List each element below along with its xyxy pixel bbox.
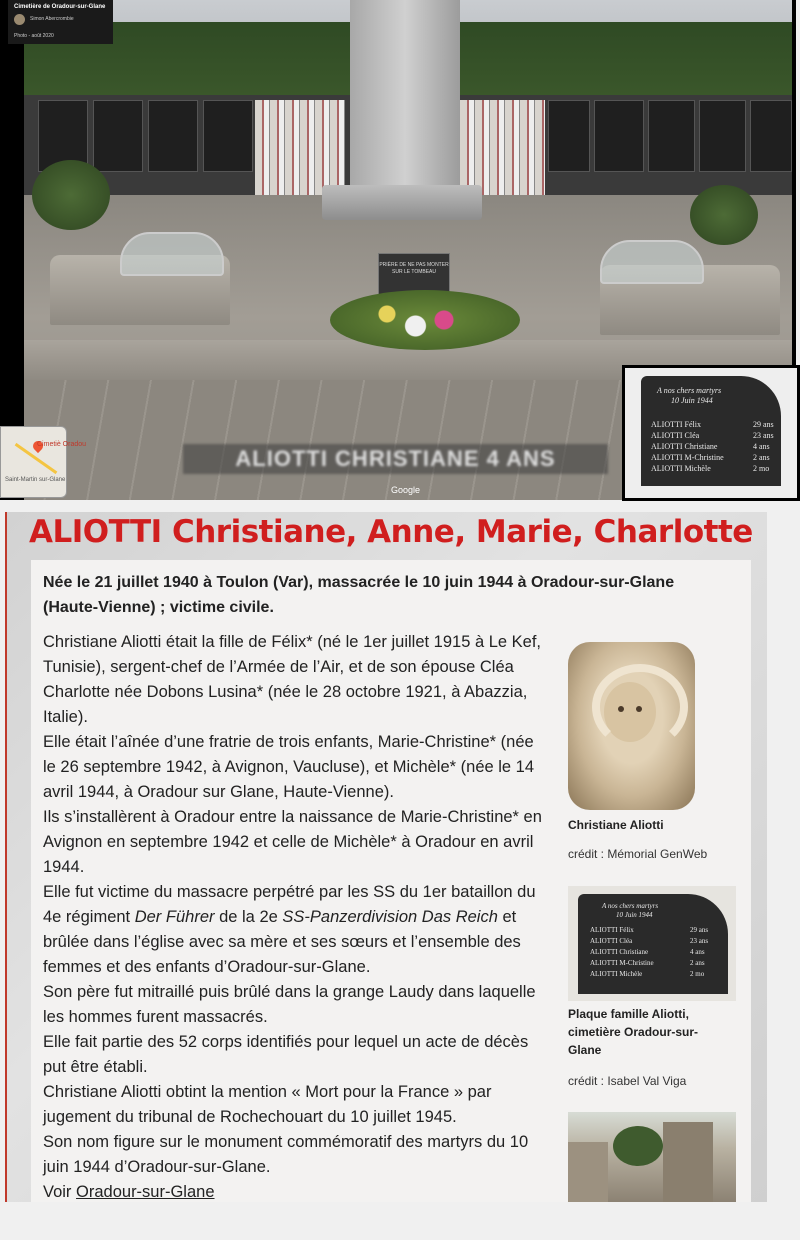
paragraph (43, 880, 551, 980)
ruins-photo[interactable] (568, 1112, 736, 1202)
bonnet (592, 664, 688, 750)
wall-plaque (594, 100, 644, 172)
article-panel (31, 560, 751, 1202)
plaque-row-name: ALIOTTI Michèle (590, 970, 643, 978)
plaque-date: 10 Juin 1944 (671, 396, 713, 405)
plaque-row-age: 2 ans (690, 959, 705, 967)
paragraph: Christiane Aliotti était la fille de Félix* (né le 1er juillet 1915 à Le Kef, Tunisie), sergent-chef de l’Armée de l’Air, et de son épouse Cléa Charlotte née Dobons Lusina* (née le 28 octobre 1921, à Abazzia, Italie). (43, 633, 542, 726)
plaque-credit: crédit : Isabel Val Viga (568, 1074, 687, 1088)
plaque-stone (641, 376, 781, 486)
place-name[interactable]: Cimetière de Oradour-sur-Glane (14, 4, 106, 10)
wall-plaque (750, 100, 792, 172)
regiment-name: Der Führer (134, 908, 215, 926)
portrait-photo[interactable] (568, 642, 695, 810)
plaque-row-name: ALIOTTI Cléa (590, 937, 633, 945)
photographer-name[interactable]: Simon Abercrombie (30, 16, 74, 22)
see-also (43, 1180, 551, 1205)
see-prefix: Voir (43, 1183, 77, 1201)
plaque-date: 10 Juin 1944 (616, 911, 653, 919)
paragraph: Ils s’installèrent à Oradour entre la naissance de Marie-Christine* en Avignon en septembre 1942 et celle de Michèle* à Oradour en avril 1944. (43, 808, 542, 876)
article-card (5, 512, 767, 1202)
minimap-place: Saint-Martin sur-Glane (5, 477, 66, 483)
plaque-row-age: 2 mo (690, 970, 705, 978)
family-plaque-photo[interactable] (568, 886, 736, 1001)
google-watermark: Google (391, 485, 421, 495)
plaque-row-age: 4 ans (753, 442, 770, 451)
plaque-stone (578, 894, 728, 994)
plaque-caption: Plaque famille Aliotti, cimetière Oradour-sur-Glane (568, 1007, 699, 1057)
flower-wreath (330, 290, 520, 350)
text-span: Elle fut victime du massacre perpétré par les SS du 1er bataillon du 4e régiment (43, 883, 536, 926)
paragraph: Son père fut mitraillé puis brûlé dans la grange Laudy dans laquelle les hommes furent massacrés. (43, 983, 536, 1026)
paragraph: Elle était l’aînée d’une fratrie de trois enfants, Marie-Christine* (née le 26 septembre 1942, à Avignon, Vaucluse), et Michèle* (née le 14 avril 1944, à Oradour sur Glane, Haute-Vienne). (43, 733, 535, 801)
mini-map[interactable] (0, 426, 87, 498)
place-info-card[interactable] (8, 0, 113, 44)
plaque-inset-photo (622, 365, 800, 501)
minimap-label: Cimetiè Oradou (37, 441, 87, 448)
memorial-column (350, 0, 460, 195)
sign-text: PRIÈRE DE NE PAS MONTER SUR LE TOMBEAU (379, 262, 449, 275)
text-span: de la 2e (214, 908, 283, 926)
photo-date: Photo - août 2020 (14, 33, 54, 39)
photographer-avatar (14, 14, 25, 25)
wall-plaque (203, 100, 253, 172)
portrait-caption: Christiane Aliotti (568, 818, 664, 832)
plaque-title: A nos chers martyrs (602, 902, 659, 910)
plaque-row-age: 2 ans (753, 453, 770, 462)
ruined-wall (568, 1142, 608, 1202)
plaque-row-name: ALIOTTI Christiane (651, 442, 718, 451)
plaque-row-name: ALIOTTI M-Christine (651, 453, 724, 462)
article-intro: Née le 21 juillet 1940 à Toulon (Var), massacrée le 10 juin 1944 à Oradour-sur-Glane (Haute-Vienne) ; victime civile. (43, 574, 675, 616)
glass-cover (600, 240, 704, 284)
glass-cover (120, 232, 224, 276)
plaque-row-name: ALIOTTI M-Christine (590, 959, 654, 967)
bush (690, 185, 758, 245)
plaque-row-age: 2 mo (753, 464, 770, 473)
wall-plaque (648, 100, 695, 172)
plaque-row-name: ALIOTTI Christiane (590, 948, 649, 956)
tree (613, 1126, 663, 1166)
wall-plaque (699, 100, 746, 172)
plaque-row-age: 29 ans (753, 420, 774, 429)
plaque-row-age: 4 ans (690, 948, 705, 956)
paragraph: Son nom figure sur le monument commémoratif des martyrs du 10 juin 1944 d’Oradour-sur-Glane. (43, 1133, 529, 1176)
wall-plaque (93, 100, 143, 172)
ruined-wall (663, 1122, 713, 1202)
plaque-row-name: ALIOTTI Michèle (651, 464, 711, 473)
bush (32, 160, 110, 230)
division-name: SS-Panzerdivision Das Reich (282, 908, 498, 926)
blurred-name-overlay: ALIOTTI CHRISTIANE 4 ANS (183, 444, 608, 474)
plaque-title: A nos chers martyrs (657, 386, 722, 395)
paragraph: Elle fait partie des 52 corps identifiés pour lequel un acte de décès put être établi. (43, 1033, 529, 1076)
portrait-credit: crédit : Mémorial GenWeb (568, 847, 708, 861)
plaque-row-name: ALIOTTI Félix (590, 926, 634, 934)
wall-plaque (148, 100, 198, 172)
paragraph: Christiane Aliotti obtint la mention « Mort pour la France » par jugement du tribunal de Rochechouart du 10 juillet 1945. (43, 1083, 492, 1126)
article-title: ALIOTTI Christiane, Anne, Marie, Charlotte (29, 514, 753, 550)
oradour-link[interactable]: Oradour-sur-Glane (76, 1183, 215, 1201)
column-base (322, 185, 482, 220)
plaque-row-age: 23 ans (753, 431, 774, 440)
plaque-row-name: ALIOTTI Félix (651, 420, 701, 429)
text-span: et brûlée dans l’église avec sa mère et ses sœurs et l’ensemble des femmes et des enfants d’Oradour-sur-Glane. (43, 908, 521, 976)
plaque-row-age: 23 ans (690, 937, 709, 945)
tomb-sign (378, 253, 450, 295)
plaque-row-age: 29 ans (690, 926, 709, 934)
plaque-row-name: ALIOTTI Cléa (651, 431, 700, 440)
wall-plaque (548, 100, 590, 172)
article-body (43, 630, 551, 1205)
